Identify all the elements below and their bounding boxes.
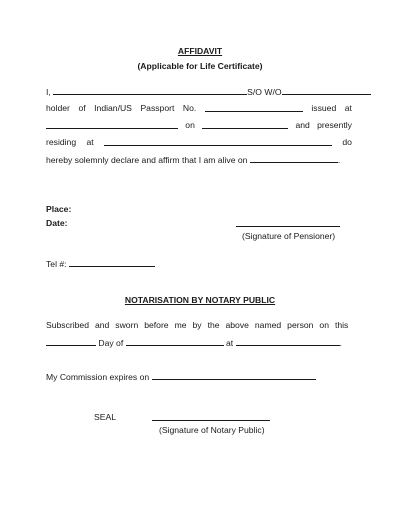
- relation-blank[interactable]: [282, 86, 371, 95]
- relation-label: S/O W/O: [247, 87, 282, 97]
- passport-no-blank[interactable]: [205, 103, 303, 112]
- at-word-2: at: [86, 137, 94, 147]
- issued-word: issued: [311, 103, 337, 113]
- sworn-at-label: at: [226, 338, 234, 348]
- pensioner-signature-caption: (Signature of Pensioner): [242, 231, 336, 241]
- line-issue-date: [46, 120, 352, 130]
- name-blank[interactable]: [53, 86, 247, 95]
- no-word: No.: [182, 103, 197, 113]
- and-word: and: [295, 120, 310, 130]
- tel-label: Tel #:: [46, 259, 67, 269]
- sworn-end: .: [339, 338, 342, 348]
- notary-signature-caption: (Signature of Notary Public): [159, 425, 265, 435]
- on-word: on: [185, 120, 195, 130]
- month-blank[interactable]: [126, 337, 224, 346]
- of-word: of: [78, 103, 86, 113]
- line-passport: [46, 103, 352, 113]
- day-of-label: Day of: [98, 338, 124, 348]
- line-residence: [46, 137, 352, 147]
- notary-title: NOTARISATION BY NOTARY PUBLIC: [124, 295, 276, 305]
- tel-blank[interactable]: [69, 258, 155, 267]
- commission-blank[interactable]: [152, 371, 316, 380]
- passport-word: Passport: [140, 103, 175, 113]
- line-name: [46, 86, 371, 97]
- declaration-end: .: [337, 155, 341, 165]
- prefix-i: I,: [46, 87, 51, 97]
- sworn-text: Subscribed and sworn before me by the above named person on this: [46, 320, 349, 330]
- at-word: at: [344, 103, 352, 113]
- do-word: do: [342, 137, 352, 147]
- address-blank[interactable]: [104, 137, 332, 146]
- alive-date-blank[interactable]: [250, 154, 341, 165]
- line-commission: [46, 371, 316, 382]
- residing-word: residing: [46, 137, 77, 147]
- declaration-text: hereby solemnly declare and affirm that I am alive on: [46, 155, 248, 165]
- seal-label: SEAL: [94, 412, 116, 422]
- line-declaration: [46, 154, 340, 165]
- line-tel: [46, 258, 155, 269]
- issue-date-blank[interactable]: [202, 120, 288, 129]
- holder-word: holder: [46, 103, 70, 113]
- affidavit-title: AFFIDAVIT: [177, 46, 223, 56]
- sworn-place-blank[interactable]: [236, 337, 340, 346]
- issue-place-blank[interactable]: [46, 120, 178, 129]
- place-label: Place:: [46, 204, 72, 214]
- nationality-word: Indian/US: [94, 103, 132, 113]
- commission-label: My Commission expires on: [46, 372, 150, 382]
- notary-signature-line[interactable]: [152, 412, 270, 421]
- pensioner-signature-line[interactable]: [236, 218, 340, 227]
- affidavit-subtitle: (Applicable for Life Certificate): [137, 61, 263, 71]
- date-label: Date:: [46, 218, 68, 228]
- line-sworn-date: [46, 337, 342, 348]
- day-blank[interactable]: [46, 337, 96, 346]
- presently-word: presently: [317, 120, 352, 130]
